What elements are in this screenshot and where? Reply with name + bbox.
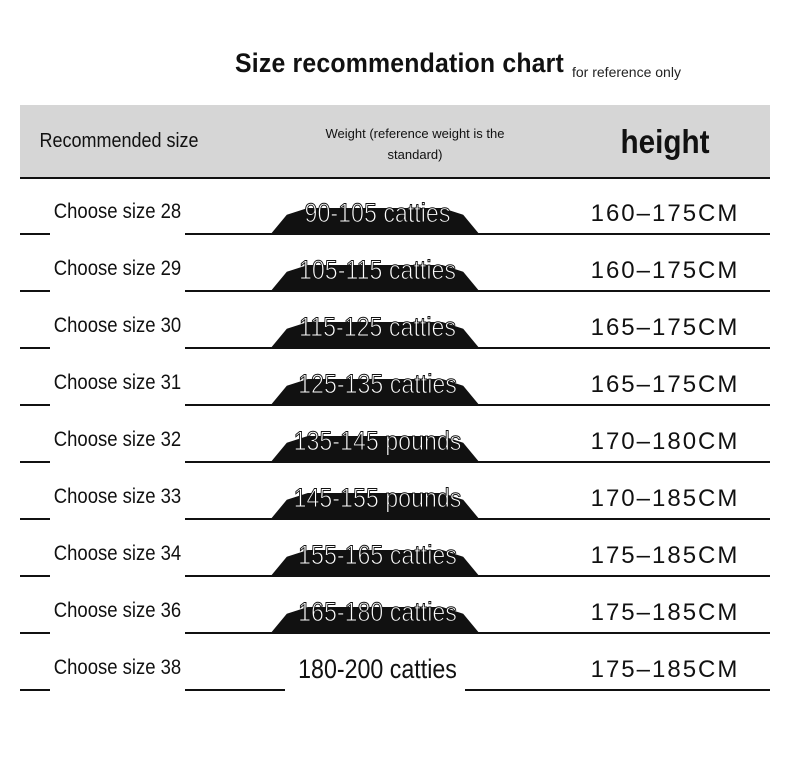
row-divider: [465, 689, 770, 691]
height-cell: 170–180CM: [590, 428, 740, 455]
weight-cell: 145-155 pounds: [293, 483, 462, 513]
row-divider: [20, 689, 50, 691]
size-cell: Choose size 32: [53, 428, 182, 451]
weight-cell: 135-145 pounds: [293, 426, 462, 456]
weight-cell: 115-125 catties: [298, 312, 457, 342]
weight-cell: 155-165 catties: [298, 540, 457, 570]
size-cell: Choose size 28: [53, 200, 182, 223]
weight-cell: 165-180 catties: [298, 597, 457, 627]
table-row: [20, 463, 770, 520]
reference-note: for reference only: [572, 64, 681, 80]
header-weight: Weight (reference weight is the standard): [325, 126, 505, 162]
height-cell: 170–185CM: [590, 485, 740, 512]
height-cell: 175–185CM: [590, 542, 740, 569]
size-cell: Choose size 38: [53, 656, 182, 679]
table-row: [20, 235, 770, 292]
height-cell: 175–185CM: [590, 599, 740, 626]
table-row: [20, 349, 770, 406]
size-cell: Choose size 36: [53, 599, 182, 622]
table-header: [20, 105, 770, 179]
height-cell: 175–185CM: [590, 656, 740, 683]
height-cell: 160–175CM: [590, 257, 740, 284]
height-cell: 160–175CM: [590, 200, 740, 227]
row-divider: [185, 689, 285, 691]
table-row: [20, 406, 770, 463]
table-row: [20, 520, 770, 577]
height-cell: 165–175CM: [590, 371, 740, 398]
size-table-body: [20, 178, 770, 691]
page-title: Size recommendation chart: [235, 48, 565, 78]
table-row: [20, 178, 770, 235]
header-height: height: [620, 123, 710, 160]
weight-cell: 90-105 catties: [304, 198, 451, 228]
weight-cell: 180-200 catties: [298, 654, 457, 684]
table-row: [20, 292, 770, 349]
chart-title-area: [0, 44, 790, 88]
size-cell: Choose size 34: [53, 542, 182, 565]
weight-cell: 125-135 catties: [298, 369, 457, 399]
size-cell: Choose size 33: [53, 485, 182, 508]
size-cell: Choose size 30: [53, 314, 182, 337]
table-row: [20, 634, 770, 691]
size-cell: Choose size 31: [53, 371, 182, 394]
height-cell: 165–175CM: [590, 314, 740, 341]
weight-cell: 105-115 catties: [298, 255, 457, 285]
table-row: [20, 577, 770, 634]
header-recommended-size: Recommended size: [39, 130, 199, 152]
size-cell: Choose size 29: [53, 257, 182, 280]
